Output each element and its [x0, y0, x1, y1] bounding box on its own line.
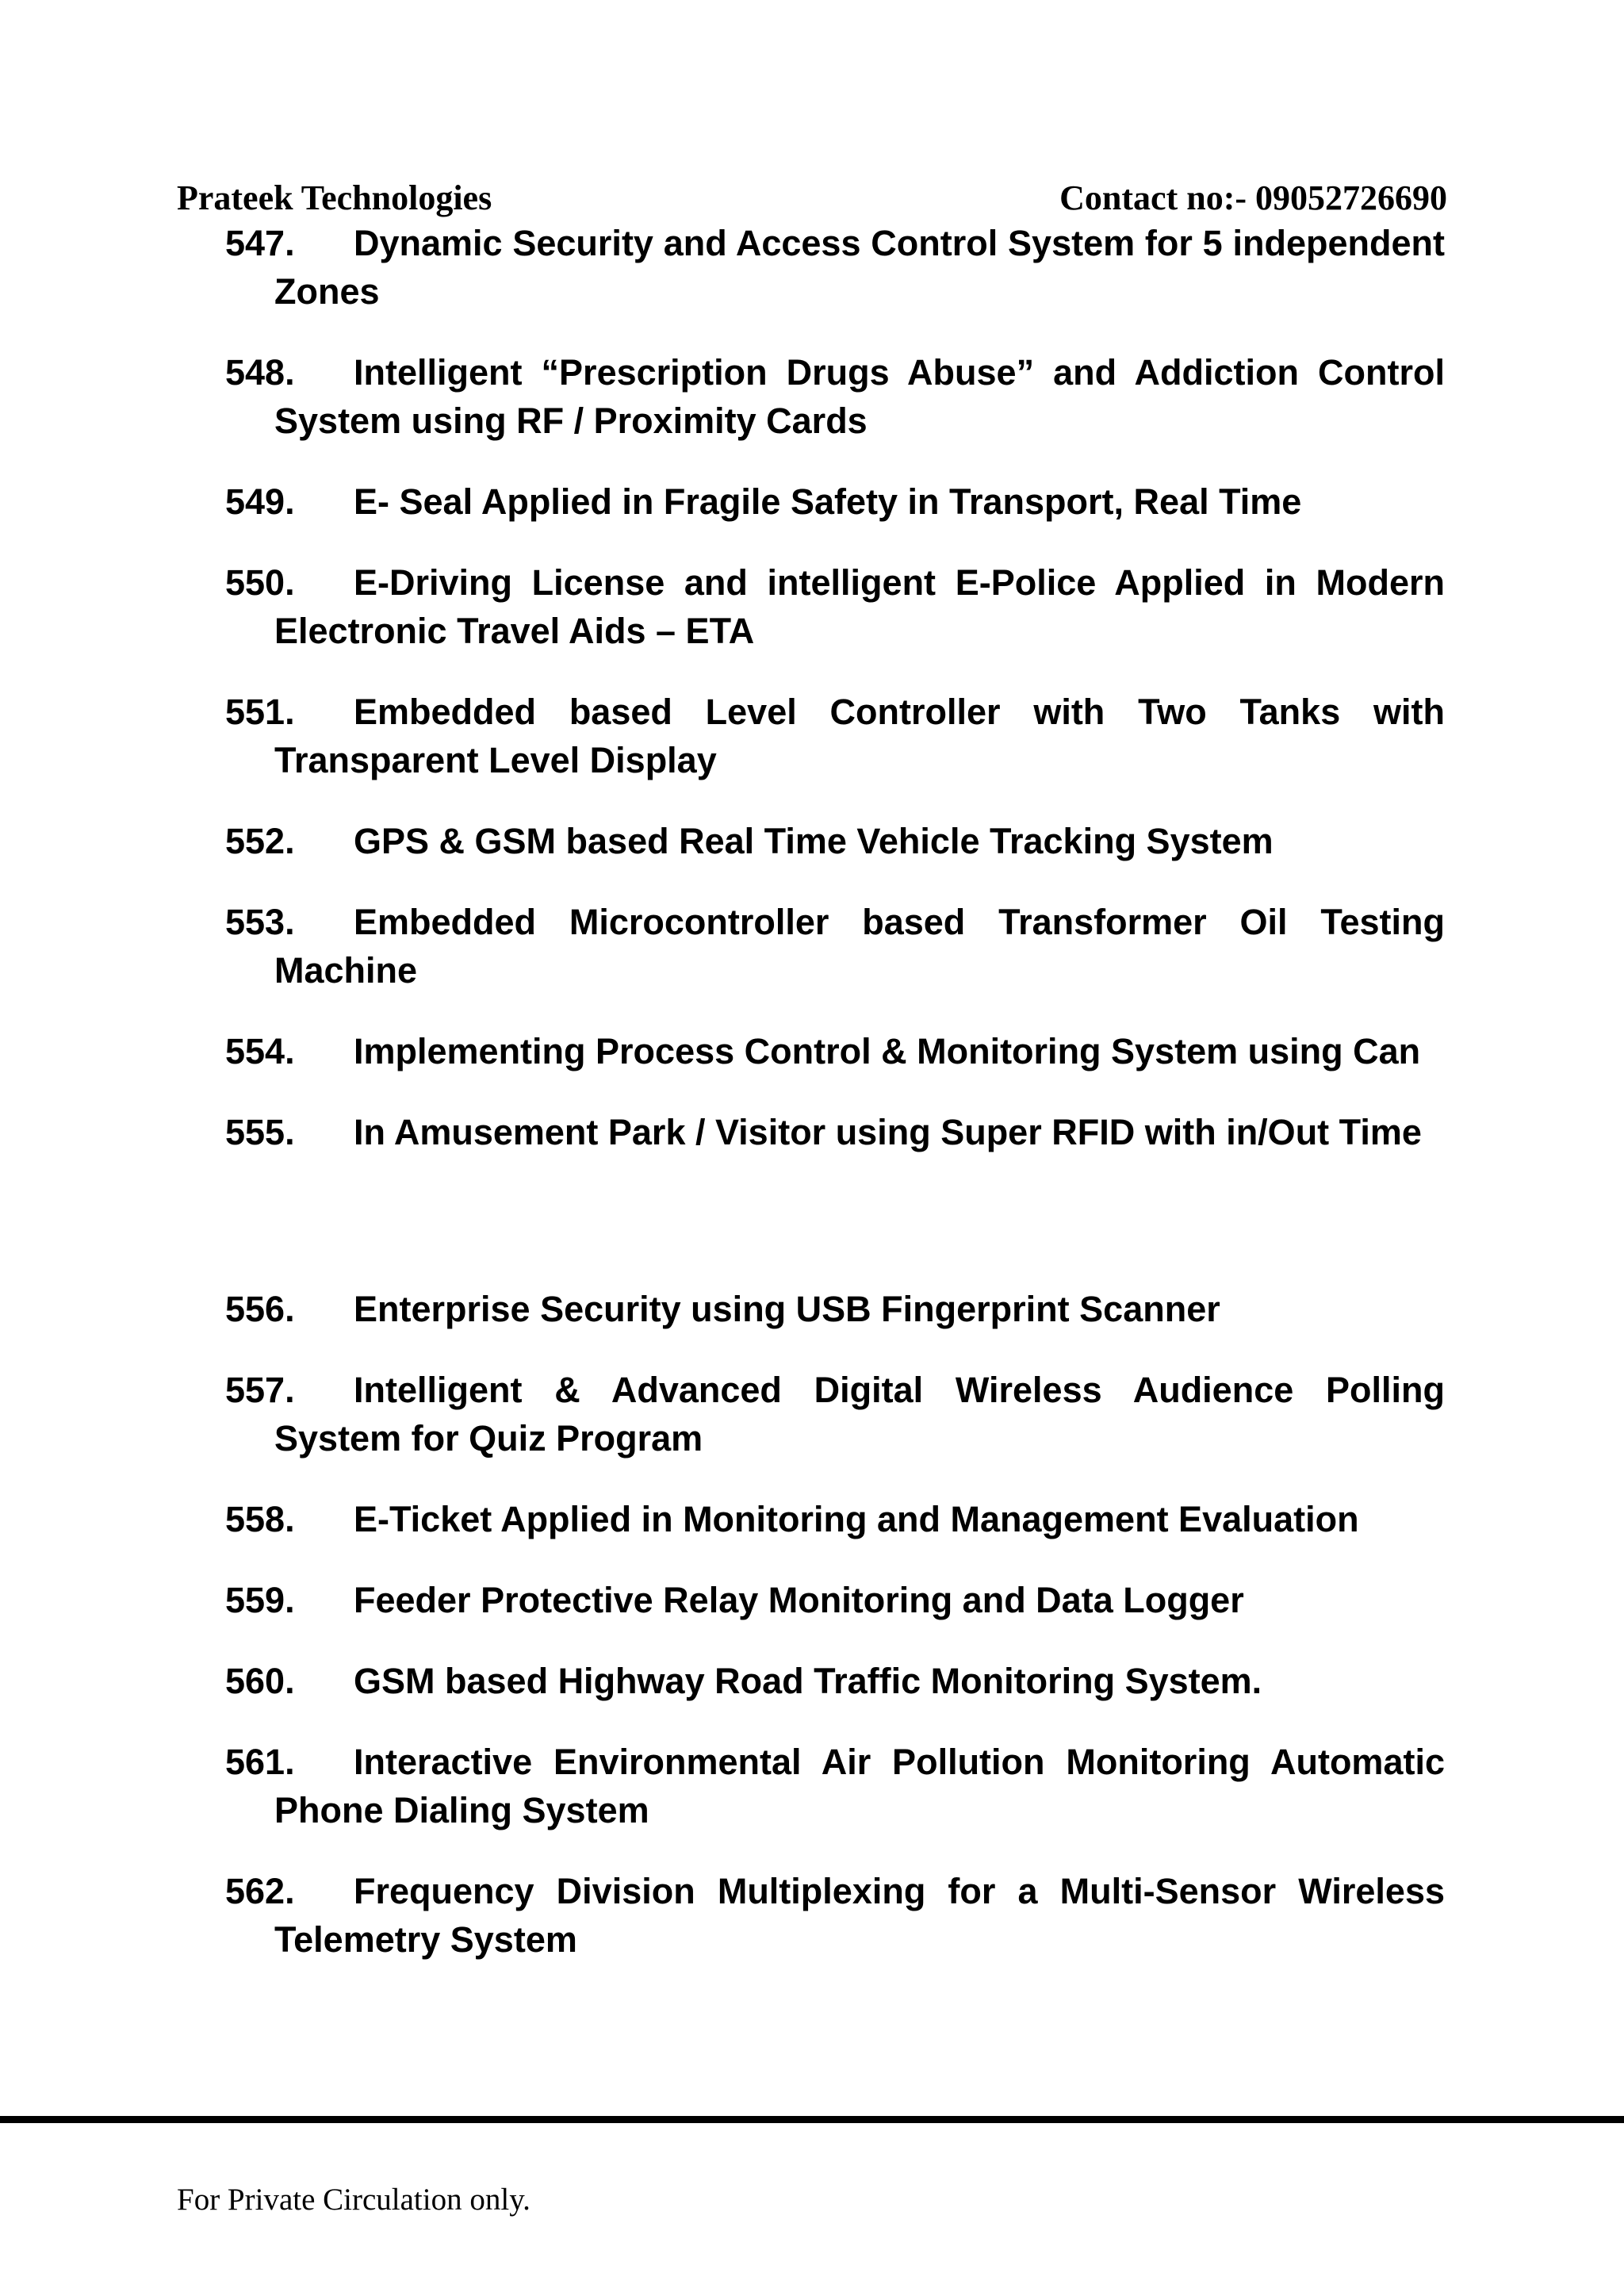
item-text: Intelligent “Prescription Drugs Abuse” and Addiction Control System using RF / Proximity Cards [274, 352, 1445, 441]
footer-divider [0, 2116, 1624, 2123]
item-number: 558. [225, 1499, 295, 1539]
list-item [225, 1657, 1445, 1705]
item-number: 553. [225, 902, 295, 942]
item-number: 559. [225, 1580, 295, 1620]
list-item [225, 898, 1445, 995]
item-number: 547. [225, 223, 295, 263]
list-item [225, 1738, 1445, 1834]
item-number: 561. [225, 1742, 295, 1782]
list-item [225, 1366, 1445, 1462]
list-item [225, 558, 1445, 655]
item-number: 551. [225, 692, 295, 732]
item-number: 549. [225, 481, 295, 522]
item-text: Frequency Division Multiplexing for a Multi-Sensor Wireless Telemetry System [274, 1871, 1445, 1960]
item-number: 557. [225, 1370, 295, 1410]
item-text: Enterprise Security using USB Fingerprint Scanner [354, 1289, 1220, 1329]
list-item [225, 1108, 1445, 1156]
list-item [225, 1867, 1445, 1964]
contact-number: Contact no:- 09052726690 [1059, 178, 1447, 217]
item-text: In Amusement Park / Visitor using Super RFID with in/Out Time [354, 1112, 1422, 1152]
item-number: 554. [225, 1031, 295, 1071]
company-name: Prateek Technologies [177, 178, 492, 217]
list-item [225, 219, 1445, 316]
list-item [225, 688, 1445, 784]
item-text: Dynamic Security and Access Control System for 5 independent Zones [274, 223, 1445, 312]
list-item [225, 348, 1445, 445]
item-number: 548. [225, 352, 295, 393]
item-text: Feeder Protective Relay Monitoring and Data Logger [354, 1580, 1244, 1620]
item-number: 550. [225, 562, 295, 603]
item-number: 560. [225, 1661, 295, 1701]
item-text: Intelligent & Advanced Digital Wireless Audience Polling System for Quiz Program [274, 1370, 1445, 1458]
project-list [225, 219, 1445, 1996]
list-item [225, 1495, 1445, 1543]
item-text: GSM based Highway Road Traffic Monitoring System. [354, 1661, 1262, 1701]
item-number: 555. [225, 1112, 295, 1152]
item-number: 562. [225, 1871, 295, 1911]
list-item [225, 1576, 1445, 1624]
item-text: Implementing Process Control & Monitoring System using Can [354, 1031, 1421, 1071]
item-text: Embedded Microcontroller based Transformer Oil Testing Machine [274, 902, 1445, 991]
item-text: E- Seal Applied in Fragile Safety in Transport, Real Time [354, 481, 1302, 522]
list-item [225, 1027, 1445, 1075]
footer-note: For Private Circulation only. [177, 2183, 530, 2217]
list-item [225, 1285, 1445, 1333]
item-number: 556. [225, 1289, 295, 1329]
item-text: Interactive Environmental Air Pollution Monitoring Automatic Phone Dialing System [274, 1742, 1445, 1830]
list-item [225, 477, 1445, 526]
page-header [177, 176, 1447, 220]
item-text: E-Driving License and intelligent E-Police Applied in Modern Electronic Travel Aids – ETA [274, 562, 1445, 651]
item-number: 552. [225, 821, 295, 861]
item-text: GPS & GSM based Real Time Vehicle Tracking System [354, 821, 1274, 861]
item-text: E-Ticket Applied in Monitoring and Management Evaluation [354, 1499, 1359, 1539]
item-text: Embedded based Level Controller with Two Tanks with Transparent Level Display [274, 692, 1445, 780]
list-item [225, 817, 1445, 865]
